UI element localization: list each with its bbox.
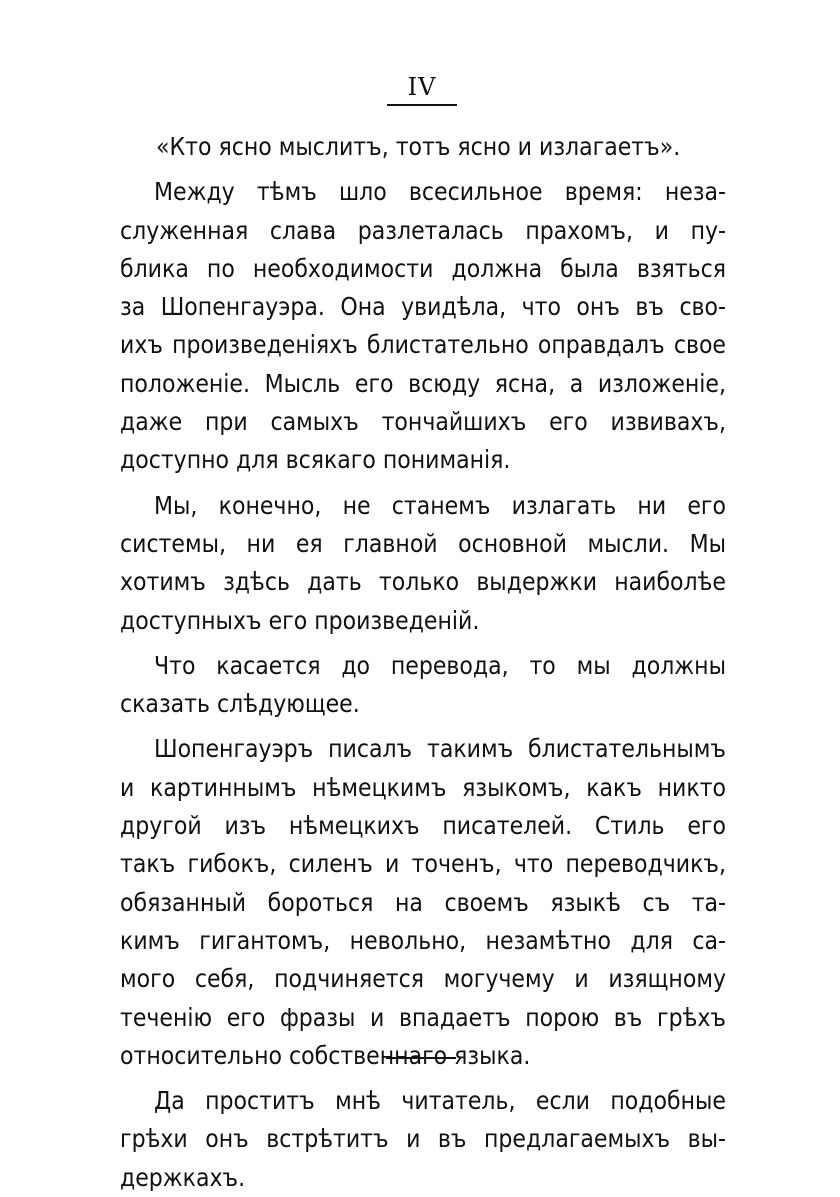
paragraph bbox=[120, 730, 726, 1075]
text-line: другой изъ нѣмецкихъ писателей. Стиль его bbox=[120, 811, 726, 841]
text-line: такъ гибокъ, силенъ и точенъ, что переводчикъ, bbox=[120, 849, 726, 879]
text-line: положеніе. Мысль его всюду ясна, а изложеніе, bbox=[120, 368, 726, 398]
text-line: сказать слѣдующее. bbox=[120, 689, 360, 719]
text-line: Шопенгауэръ писалъ такимъ блистательнымъ bbox=[154, 734, 726, 764]
text-line: ихъ произведеніяхъ блистательно оправдалъ свое bbox=[120, 330, 726, 360]
text-line: обязанный бороться на своемъ языкѣ съ та- bbox=[120, 887, 726, 917]
page-number: IV bbox=[407, 73, 437, 101]
text-line: относительно собственнаго языка. bbox=[120, 1040, 531, 1070]
closing-rule bbox=[386, 1057, 456, 1059]
text-line: за Шопенгауэра. Она увидѣла, что онъ въ сво- bbox=[120, 292, 726, 322]
paragraph bbox=[120, 647, 726, 724]
text-line: «Кто ясно мыслитъ, тотъ ясно и излагаетъ». bbox=[156, 132, 681, 161]
header-rule bbox=[387, 104, 457, 106]
text-line: блика по необходимости должна была взяться bbox=[120, 253, 726, 283]
text-line: Между тѣмъ шло всесильное время: неза- bbox=[154, 177, 726, 207]
paragraph bbox=[120, 173, 726, 479]
text-line: теченію его фразы и впадаетъ порою въ грѣхъ bbox=[120, 1002, 726, 1032]
text-line: Что касается до перевода, то мы должны bbox=[154, 650, 726, 680]
paragraph-quote bbox=[120, 128, 726, 166]
text-line: служенная слава разлеталась прахомъ, и пу- bbox=[120, 215, 726, 245]
text-line: доступно для всякаго пониманія. bbox=[120, 445, 511, 475]
text-line: даже при самыхъ тончайшихъ его извивахъ, bbox=[120, 407, 726, 437]
text-line: держкахъ. bbox=[120, 1162, 246, 1192]
text-line: Мы, конечно, не станемъ излагать ни его bbox=[154, 490, 726, 520]
paragraph bbox=[120, 487, 726, 640]
page-header bbox=[386, 72, 458, 106]
text-line: Да проститъ мнѣ читатель, если подобные bbox=[154, 1086, 726, 1116]
body-text bbox=[120, 128, 726, 1197]
text-line: мого себя, подчиняется могучему и изящному bbox=[120, 964, 726, 994]
text-line: грѣхи онъ встрѣтитъ и въ предлагаемыхъ вы- bbox=[120, 1124, 726, 1154]
paragraph bbox=[120, 1082, 726, 1197]
text-line: системы, ни ея главной основной мысли. Мы bbox=[120, 528, 726, 558]
text-line: хотимъ здѣсь дать только выдержки наиболѣе bbox=[120, 567, 726, 597]
text-line: и картиннымъ нѣмецкимъ языкомъ, какъ никто bbox=[120, 772, 726, 802]
text-line: кимъ гигантомъ, невольно, незамѣтно для са- bbox=[120, 925, 726, 955]
text-line: доступныхъ его произведеній. bbox=[120, 605, 480, 635]
